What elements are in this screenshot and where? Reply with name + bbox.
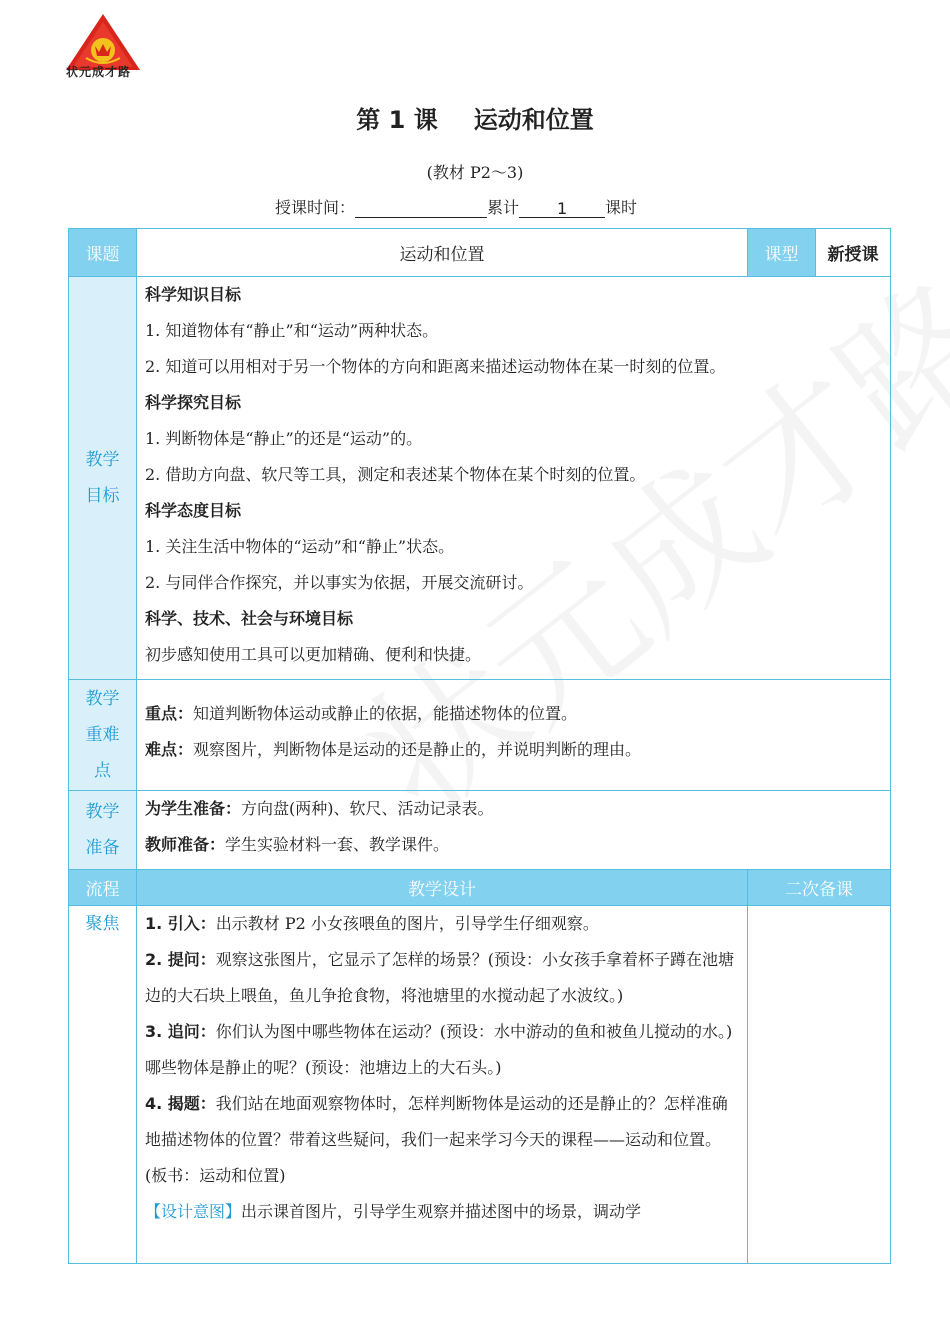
time-blank (355, 199, 487, 218)
focus-row (69, 906, 891, 1264)
lesson-number: 第 1 课 (356, 106, 438, 134)
count-label: 累计 (487, 198, 520, 217)
key-points-label: 教学重难点 (69, 680, 137, 791)
preparation-label: 教学准备 (69, 791, 137, 870)
key-text: 知道判断物体运动或静止的依据，能描述物体的位置。 (193, 704, 578, 723)
difficulty-text: 观察图片，判断物体是运动的还是静止的，并说明判断的理由。 (193, 740, 642, 759)
objective-heading: 科学态度目标 (145, 501, 242, 520)
second-prep-cell (748, 906, 891, 1264)
count-value: 1 (519, 199, 605, 218)
preparation-content (137, 791, 891, 870)
objectives-label: 教学目标 (69, 277, 137, 680)
objective-item: 1. 关注生活中物体的“运动”和“静止”状态。 (145, 537, 455, 556)
objective-item: 2. 借助方向盘、软尺等工具，测定和表述某个物体在某个时刻的位置。 (145, 465, 646, 484)
objective-item: 2. 知道可以用相对于另一个物体的方向和距离来描述运动物体在某一时刻的位置。 (145, 357, 726, 376)
process-header-row (69, 870, 891, 906)
objective-item: 2. 与同伴合作探究，并以事实为依据，开展交流研讨。 (145, 573, 534, 592)
objectives-row (69, 277, 891, 680)
objective-item: 1. 知道物体有“静止”和“运动”两种状态。 (145, 321, 439, 340)
step-tag: 4. 揭题： (145, 1094, 216, 1113)
flow-header: 流程 (69, 870, 137, 906)
student-prep-text: 方向盘(两种)、软尺、活动记录表。 (241, 799, 494, 818)
preparation-row (69, 791, 891, 870)
type-value: 新授课 (816, 229, 891, 277)
topic-value: 运动和位置 (137, 229, 748, 277)
objectives-content (137, 277, 891, 680)
teacher-prep-text: 学生实验材料一套、教学课件。 (225, 835, 450, 854)
step-text: 出示教材 P2 小女孩喂鱼的图片，引导学生仔细观察。 (215, 914, 599, 933)
focus-label: 聚焦 (69, 906, 137, 1264)
objective-item: 初步感知使用工具可以更加精确、便利和快捷。 (145, 645, 482, 664)
textbook-pages: (教材 P2～3) (426, 163, 524, 182)
key-points-content (137, 680, 891, 791)
key-points-row (69, 680, 891, 791)
focus-content (137, 906, 748, 1264)
count-unit: 课时 (605, 198, 638, 217)
student-prep-label: 为学生准备： (145, 799, 242, 818)
design-intent-label: 【设计意图】 (145, 1202, 242, 1221)
difficulty-label: 难点： (145, 740, 194, 759)
key-label: 重点： (145, 704, 194, 723)
objective-heading: 科学、技术、社会与环境目标 (145, 609, 354, 628)
objective-heading: 科学知识目标 (145, 285, 242, 304)
objective-heading: 科学探究目标 (145, 393, 242, 412)
step-tag: 1. 引入： (145, 914, 216, 933)
step-tag: 3. 追问： (145, 1022, 216, 1041)
step-text: 观察这张图片，它显示了怎样的场景？(预设：小女孩手拿着杯子蹲在池塘边的大石块上喂鱼，鱼儿争抢食物，将池塘里的水搅动起了水波纹。) (145, 950, 735, 1005)
design-header: 教学设计 (137, 870, 748, 906)
teacher-prep-label: 教师准备： (145, 835, 226, 854)
step-text: 你们认为图中哪些物体在运动？(预设：水中游动的鱼和被鱼儿搅动的水。)哪些物体是静止的呢？(预设：池塘边上的大石头。) (145, 1022, 733, 1077)
brand-name: 状元成才路 (66, 65, 132, 79)
time-label: 授课时间： (275, 198, 356, 217)
lesson-name: 运动和位置 (473, 106, 594, 134)
step-text: 我们站在地面观察物体时，怎样判断物体是运动的还是静止的？怎样准确地描述物体的位置？带着这些疑问，我们一起来学习今天的课程——运动和位置。(板书：运动和位置) (145, 1094, 728, 1185)
topic-row (69, 229, 891, 277)
topic-label: 课题 (69, 229, 137, 277)
type-label: 课型 (748, 229, 816, 277)
schedule-line (275, 195, 637, 218)
objective-item: 1. 判断物体是“静止”的还是“运动”的。 (145, 429, 423, 448)
lesson-table (68, 228, 891, 1264)
step-tag: 2. 提问： (145, 950, 216, 969)
lesson-title (0, 100, 950, 135)
second-prep-header: 二次备课 (748, 870, 891, 906)
design-intent-text: 出示课首图片，引导学生观察并描述图中的场景，调动学 (241, 1202, 642, 1221)
